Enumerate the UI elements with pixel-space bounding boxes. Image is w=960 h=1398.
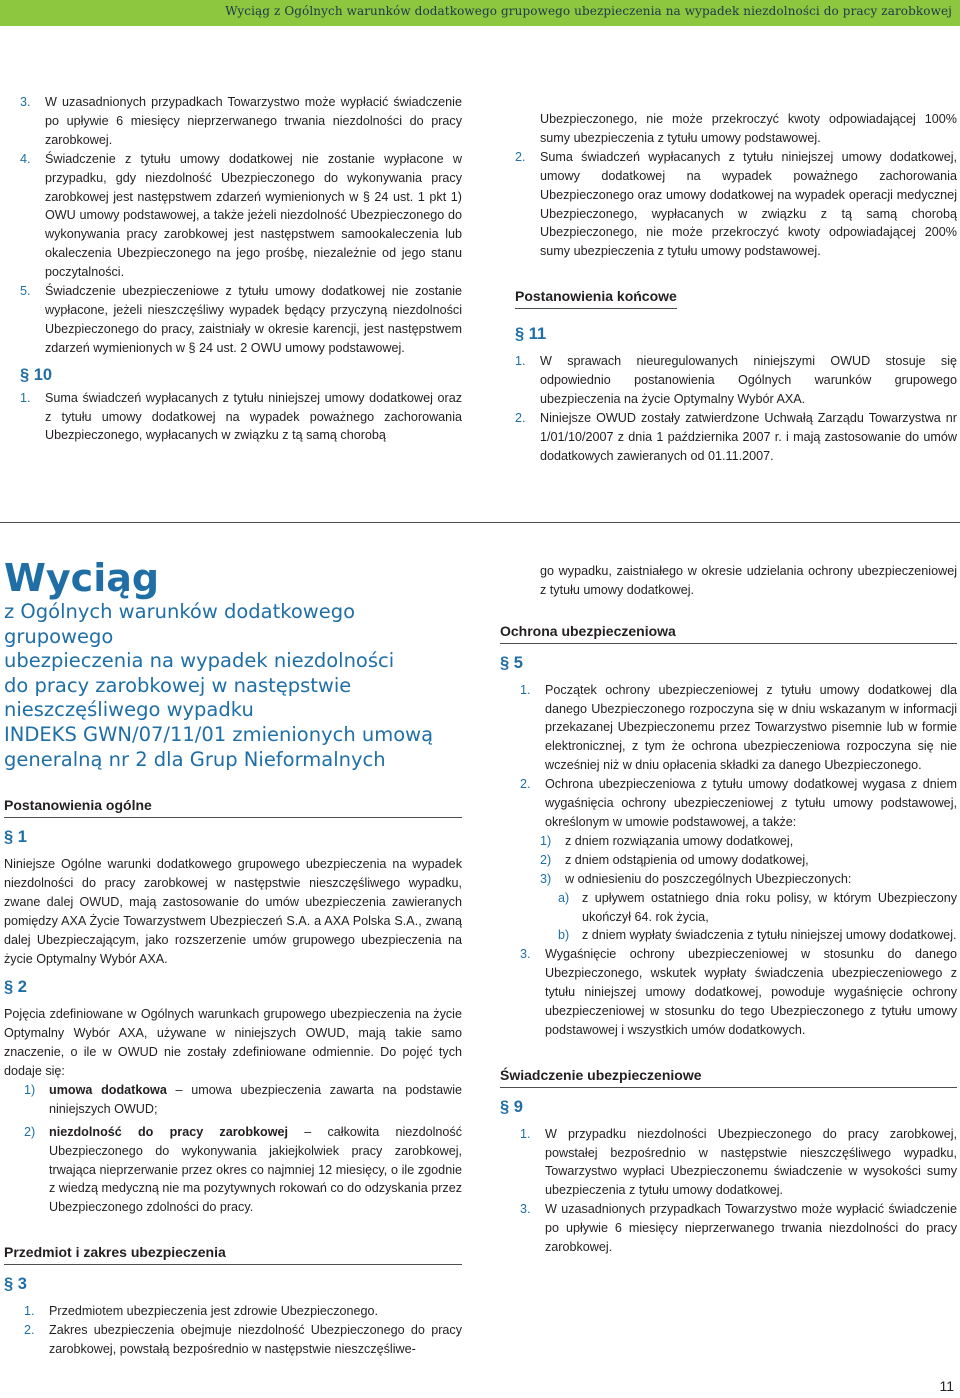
- list-item: 2. Niniejsze OWUD zostały zatwierdzone Uchwałą Zarządu Towarzystwa nr 1/01/10/2007 z dnia 1 października 2007 r. i mają zastosowanie do umów dodatkowych zawieranych od 01.11.2007.: [515, 410, 957, 463]
- list-item: 3. W uzasadnionych przypadkach Towarzystwo może wypłacić świadczenie po upływie 6 miesięcy nieprzerwanego trwania niezdolności do pracy zarobkowej.: [20, 95, 462, 147]
- divider: [0, 522, 960, 523]
- section-heading: Świadczenie ubezpieczeniowe: [500, 1066, 957, 1088]
- list-item: 1. Suma świadczeń wypłacanych z tytułu niniejszej umowy dodatkowej oraz z tytułu umowy dodatkowej na wypadek poważnego zachorowania Ubezpieczonego, wypłacanych w związku z tą samą chorobą: [20, 390, 462, 443]
- document-title: Wyciąg: [4, 556, 160, 600]
- sub-list-item: 3) w odniesieniu do poszczególnych Ubezpieczonych:: [540, 871, 852, 886]
- section-number: § 2: [4, 978, 27, 997]
- definition-item: 1) umowa dodatkowa – umowa ubezpieczenia zawarta na podstawie niniejszych OWUD;: [24, 1082, 462, 1116]
- continuation-text: go wypadku, zaistniałego w okresie udzielania ochrony ubezpieczeniowej z tytułu umowy dodatkowej.: [540, 564, 957, 597]
- section-number: § 11: [515, 325, 547, 344]
- section-number: § 5: [500, 653, 523, 672]
- bottom-right-column: [500, 562, 957, 1257]
- list-item: 2. Suma świadczeń wypłacanych z tytułu niniejszej umowy dodatkowej, umowy dodatkowej na wypadek poważnego zachorowania Ubezpieczonego oraz umowy dodatkowej na wypadek operacji medycznej Ubezpieczonego, wypłacanych w związku z tą samą chorobą Ubezpieczonego, nie może przekroczyć kwoty odpowiadającej 200% sumy ubezpieczenia z tytułu umowy podstawowej.: [515, 149, 957, 259]
- section-heading: Postanowienia końcowe: [515, 287, 677, 309]
- list-item: 2. Ochrona ubezpieczeniowa z tytułu umowy dodatkowej wygasa z dniem wygaśnięcia ochrony ubezpieczeniowej z tytułu umowy podstawowej, określonym w umowie podstawowej, a także:: [520, 777, 957, 829]
- sub-sub-list-item: a) z upływem ostatniego dnia roku polisy, w którym Ubezpieczony ukończył 64. rok życia,: [558, 890, 957, 924]
- paragraph: Niniejsze Ogólne warunki dodatkowego grupowego ubezpieczenia na wypadek niezdolności do pracy zarobkowej w następstwie nieszczęśliwego wypadku, zwane dalej OWUD, mają zastosowanie do umów ubezpieczenia zawieranych pomiędzy AXA Życie Towarzystwem Ubezpieczeń S.A. a AXA Polska S.A., zwaną dalej Ubezpieczającym, jako rozszerzenie umów grupowego ubezpieczenia na życie Optymalny Wybór AXA.: [4, 856, 462, 966]
- list-item: 1. W sprawach nieuregulowanych niniejszymi OWUD stosuje się odpowiednio postanowienia Ogólnych warunków grupowego ubezpieczenia na życie Optymalny Wybór AXA.: [515, 354, 957, 406]
- definition-term: niezdolność do pracy zarobkowej: [49, 1124, 289, 1139]
- list-item: 2. Zakres ubezpieczenia obejmuje niezdolność Ubezpieczonego do pracy zarobkowej, powstałą bezpośrednio w następstwie nieszczęśliwe-: [24, 1323, 462, 1356]
- section-number: § 10: [20, 365, 53, 384]
- list-item: 3. W uzasadnionych przypadkach Towarzystwo może wypłacić świadczenie po upływie 6 miesięcy nieprzerwanego trwania niezdolności do pracy zarobkowej.: [520, 1202, 957, 1255]
- bottom-left-column: [4, 556, 462, 1359]
- sub-list-item: 2) z dniem odstąpienia od umowy dodatkowej,: [540, 852, 809, 867]
- list-item: 3. Wygaśnięcie ochrony ubezpieczeniowej w stosunku do danego Ubezpieczonego, wskutek wypłaty świadczenia ubezpieczeniowego z tytułu niniejszej umowy dodatkowej, powoduje wygaśnięcie ochrony ubezpieczeniowej w stosunku do tego Ubezpieczonego z tytułu umowy podstawowej i wszystkich umów dodatkowych.: [520, 947, 957, 1037]
- list-item: 4. Świadczenie z tytułu umowy dodatkowej nie zostanie wypłacone w przypadku, gdy niezdolność Ubezpieczonego do wykonywania pracy zarobkowej jest następstwem zdarzeń wymienionych w § 24 ust. 1 pkt 1) OWU umowy podstawowej, a także jeżeli niezdolność Ubezpieczonego do wykonywania pracy zarobkowej jest następstwem samookaleczenia lub okaleczenia Ubezpieczonego na jego prośbę, niezależnie od jego stanu poczytalności.: [20, 151, 462, 280]
- section-number: § 3: [4, 1275, 27, 1294]
- definition-item: 2) niezdolność do pracy zarobkowej – całkowita niezdolność Ubezpieczonego do wykonywania jakiejkolwiek pracy zarobkowej, trwająca nieprzerwanie przez okres co najmniej 12 miesięcy, o ile zgodnie z wiedzą medyczną nie ma pozytywnych rokowań co do odzyskania przez Ubezpieczonego zdolności do pracy.: [24, 1124, 462, 1215]
- list-item: 5. Świadczenie ubezpieczeniowe z tytułu umowy dodatkowej nie zostanie wypłacone, jeżeli nieszczęśliwy wypadek będący przyczyną niezdolności Ubezpieczonego do pracy, zaistniały w okresie karencji, jest następstwem zdarzeń wymienionych w § 24 ust. 2 OWU umowy podstawowej.: [20, 284, 462, 355]
- section-number: § 1: [4, 828, 27, 847]
- document-subtitle: z Ogólnych warunków dodatkowego grupowego ubezpieczenia na wypadek niezdolności do pracy zarobkowej w następstwie nieszczęśliwego wypadku INDEKS GWN/07/11/01 zmienionych umową generalną nr 2 dla Grup Nieformalnych: [4, 600, 434, 771]
- list-item: 1. Początek ochrony ubezpieczeniowej z tytułu umowy dodatkowej dla danego Ubezpieczonego rozpoczyna się w dniu wskazanym w informacji przekazanej Ubezpieczonemu przez Towarzystwo pisemnie lub w formie elektronicznej, z tym że ochrona ubezpieczeniowa rozpoczyna się nie wcześniej niż w dniu opłacenia składki za danego Ubezpieczonego.: [520, 682, 957, 773]
- definition-term: umowa dodatkowa: [49, 1082, 167, 1097]
- sub-sub-list-item: b) z dniem wypłaty świadczenia z tytułu niniejszej umowy dodatkowej.: [558, 928, 957, 943]
- continuation-text: Ubezpieczonego, nie może przekroczyć kwoty odpowiadającej 100% sumy ubezpieczenia z tytułu umowy podstawowej.: [540, 112, 957, 145]
- top-right-column: [515, 110, 957, 466]
- section-number: § 9: [500, 1097, 523, 1116]
- running-header-title: Wyciąg z Ogólnych warunków dodatkowego grupowego ubezpieczenia na wypadek niezdolności do pracy zarobkowej: [225, 4, 952, 18]
- list-item: 1. Przedmiotem ubezpieczenia jest zdrowie Ubezpieczonego.: [24, 1304, 379, 1319]
- sub-list-item: 1) z dniem rozwiązania umowy dodatkowej,: [540, 833, 794, 848]
- paragraph: Pojęcia zdefiniowane w Ogólnych warunkach grupowego ubezpieczenia na życie Optymalny Wybór AXA, używane w niniejszych OWUD, mają takie samo znaczenie, o ile w OWUD nie zostały zdefiniowane odmiennie. Do pojęć tych dodaje się:: [4, 1007, 462, 1079]
- list-item: 1. W przypadku niezdolności Ubezpieczonego do pracy zarobkowej, powstałej bezpośrednio w następstwie nieszczęśliwego wypadku, Towarzystwo wypłaci Ubezpieczonemu świadczenie w wysokości sumy ubezpieczenia z tytułu umowy dodatkowej.: [520, 1126, 957, 1198]
- section-heading: Postanowienia ogólne: [4, 796, 462, 818]
- top-left-column: [20, 93, 462, 445]
- section-heading: Przedmiot i zakres ubezpieczenia: [4, 1243, 462, 1265]
- page-number: 11: [939, 1378, 954, 1394]
- section-heading: Ochrona ubezpieczeniowa: [500, 622, 957, 644]
- running-header: [0, 0, 960, 26]
